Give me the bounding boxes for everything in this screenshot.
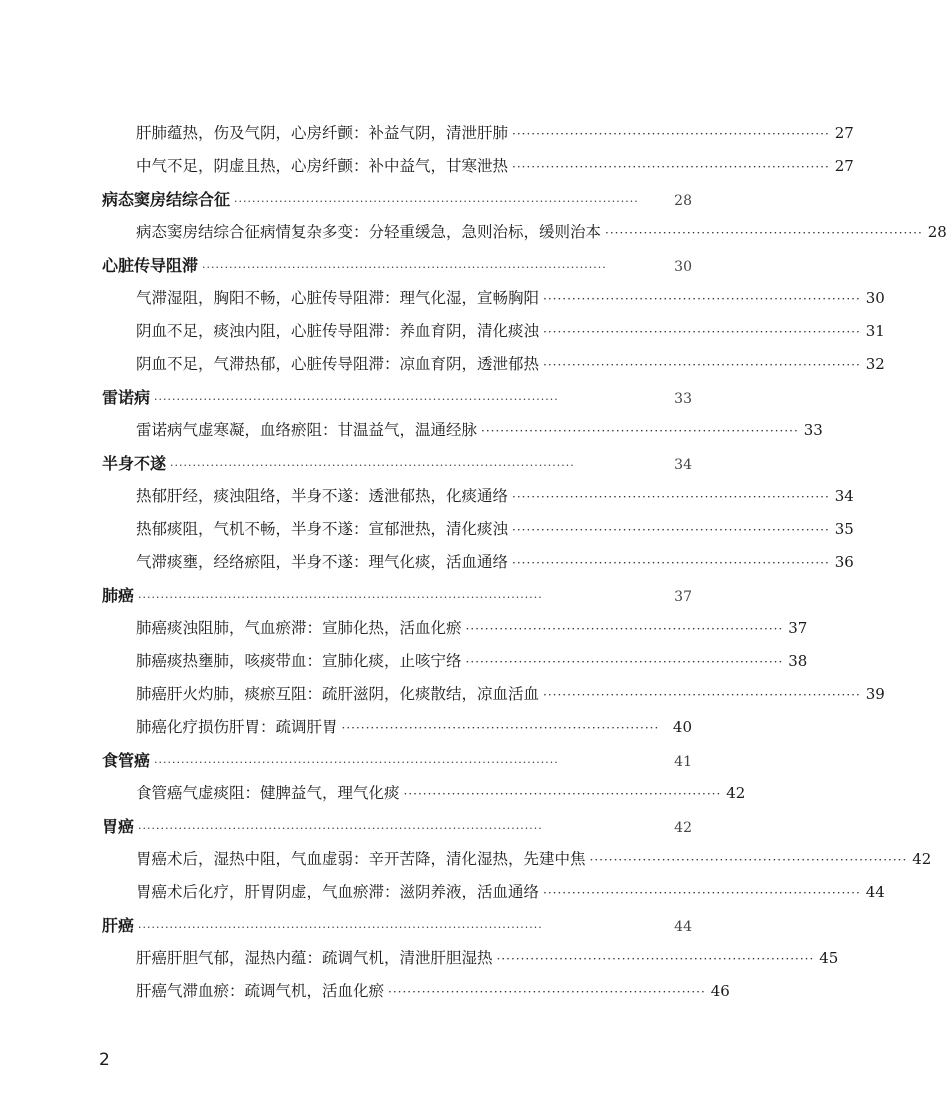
toc-entry-page: 34 xyxy=(834,487,854,505)
leader-dots: ·································································· xyxy=(543,358,861,372)
toc-section-heading[interactable] xyxy=(102,583,692,616)
toc-entry[interactable] xyxy=(102,484,854,517)
toc-entry-text: 热郁痰阻，气机不畅，半身不遂：宣郁泄热，清化痰浊 xyxy=(136,520,509,538)
toc-entry-text: 胃癌术后化疗，肝胃阴虚，气血瘀滞：滋阴养液，活血通络 xyxy=(136,883,540,901)
toc-group xyxy=(102,451,854,583)
toc-entry-page: 46 xyxy=(710,982,730,1000)
toc-section-heading[interactable] xyxy=(102,913,692,946)
toc-entry[interactable] xyxy=(102,946,839,979)
toc-entry-text: 肺癌痰浊阻肺，气血瘀滞：宣肺化热，活血化瘀 xyxy=(136,619,462,637)
leader-dots: ·································································· xyxy=(605,226,923,240)
toc-entry-page: 35 xyxy=(834,520,854,538)
toc-group xyxy=(102,187,947,253)
leader-dots: ·································································· xyxy=(543,886,861,900)
leader-dots: ·································································· xyxy=(543,688,861,702)
toc-entry-text: 阴血不足，气滞热郁，心脏传导阻滞：凉血育阴，透泄郁热 xyxy=(136,355,540,373)
toc-group xyxy=(102,385,823,451)
toc-entry-text: 肝癌气滞血瘀：疏调气机，活血化瘀 xyxy=(136,982,385,1000)
leader-dots: ·································································· xyxy=(543,325,861,339)
leader-dots: ·································································· xyxy=(496,952,815,966)
toc-entry-text: 气滞痰壅，经络瘀阻，半身不遂：理气化痰，活血通络 xyxy=(136,553,509,571)
toc-section-title: 雷诺病 xyxy=(102,388,151,407)
toc-section-page: 30 xyxy=(674,259,692,275)
leader-dots: ·································································· xyxy=(512,490,830,504)
toc-entry-text: 气滞湿阻，胸阳不畅，心脏传导阻滞：理气化湿，宣畅胸阳 xyxy=(136,289,540,307)
toc-entry-page: 40 xyxy=(672,718,692,736)
toc-entry-page: 28 xyxy=(927,223,947,241)
leader-dots: ·························································································· xyxy=(154,756,559,769)
toc-section-title: 肝癌 xyxy=(102,916,135,935)
leader-dots: ·························································································· xyxy=(138,591,543,604)
toc-section-page: 33 xyxy=(674,391,692,407)
toc-section-heading[interactable] xyxy=(102,748,692,781)
toc-entry[interactable] xyxy=(102,154,854,187)
leader-dots: ·································································· xyxy=(512,127,830,141)
leader-dots: ·························································································· xyxy=(234,195,639,208)
toc-section-page: 34 xyxy=(674,457,692,473)
toc-section-title: 心脏传导阻滞 xyxy=(102,256,199,275)
toc-entry-text: 肺癌化疗损伤肝胃：疏调肝胃 xyxy=(136,718,338,736)
page-number: 2 xyxy=(99,1050,110,1070)
toc-group xyxy=(102,748,746,814)
toc-entry-page: 42 xyxy=(726,784,746,802)
toc-entry-page: 38 xyxy=(788,652,808,670)
leader-dots: ·································································· xyxy=(481,424,799,438)
toc-entry-text: 肺癌痰热壅肺，咳痰带血：宣肺化痰，止咳宁络 xyxy=(136,652,462,670)
leader-dots: ·································································· xyxy=(512,523,830,537)
toc-entry[interactable] xyxy=(102,781,746,814)
toc-entry-text: 食管癌气虚痰阻：健脾益气，理气化痰 xyxy=(136,784,400,802)
toc-section-title: 半身不遂 xyxy=(102,454,167,473)
toc-entry[interactable] xyxy=(102,517,854,550)
toc-section-page: 44 xyxy=(674,919,692,935)
toc-entry[interactable] xyxy=(102,550,854,583)
toc-entry[interactable] xyxy=(102,418,823,451)
leader-dots: ·························································································· xyxy=(138,822,543,835)
toc-entry-page: 37 xyxy=(788,619,808,637)
toc-entry-text: 阴血不足，痰浊内阻，心脏传导阻滞：养血育阴，清化痰浊 xyxy=(136,322,540,340)
leader-dots: ·································································· xyxy=(543,292,861,306)
toc-entry-text: 热郁肝经，痰浊阻络，半身不遂：透泄郁热，化痰通络 xyxy=(136,487,509,505)
toc-entry[interactable] xyxy=(102,616,808,649)
toc-entry-text: 肝肺蕴热，伤及气阴，心房纤颤：补益气阴，清泄肝肺 xyxy=(136,124,509,142)
toc-entry-text: 中气不足，阴虚且热，心房纤颤：补中益气，甘寒泄热 xyxy=(136,157,509,175)
toc-entry[interactable] xyxy=(102,847,932,880)
toc-entry-page: 27 xyxy=(834,124,854,142)
toc-section-heading[interactable] xyxy=(102,814,692,847)
toc-entry-page: 44 xyxy=(865,883,885,901)
toc-entry[interactable] xyxy=(102,352,885,385)
toc-group xyxy=(102,253,885,385)
toc-group xyxy=(102,814,932,913)
toc-section-page: 28 xyxy=(674,193,692,209)
leader-dots: ·································································· xyxy=(512,556,830,570)
toc-section-heading[interactable] xyxy=(102,253,692,286)
toc-entry-page: 31 xyxy=(865,322,885,340)
toc-entry[interactable] xyxy=(102,220,947,253)
toc-entry-text: 肝癌肝胆气郁，湿热内蕴：疏调气机，清泄肝胆湿热 xyxy=(136,949,493,967)
toc-group xyxy=(102,913,839,1012)
leader-dots: ·································································· xyxy=(403,787,722,801)
toc-section-heading[interactable] xyxy=(102,385,692,418)
toc-entry-page: 33 xyxy=(803,421,823,439)
toc-section-title: 食管癌 xyxy=(102,751,151,770)
leader-dots: ·································································· xyxy=(465,655,784,669)
toc-entry-text: 病态窦房结综合征病情复杂多变：分轻重缓急，急则治标，缓则治本 xyxy=(136,223,602,241)
toc-group xyxy=(102,583,885,748)
toc-section-title: 胃癌 xyxy=(102,817,135,836)
toc-entry-page: 39 xyxy=(865,685,885,703)
toc-entry[interactable] xyxy=(102,121,854,154)
toc-entry-page: 27 xyxy=(834,157,854,175)
toc-entry[interactable] xyxy=(102,880,885,913)
toc-entry[interactable] xyxy=(102,649,808,682)
toc-entry-text: 胃癌术后，湿热中阻，气血虚弱：辛开苦降，清化湿热，先建中焦 xyxy=(136,850,586,868)
toc-section-heading[interactable] xyxy=(102,187,692,220)
toc-group-continued xyxy=(102,121,854,187)
toc-section-title: 病态窦房结综合征 xyxy=(102,190,231,209)
leader-dots: ·································································· xyxy=(341,721,660,735)
toc-entry-text: 雷诺病气虚寒凝，血络瘀阻：甘温益气，温通经脉 xyxy=(136,421,478,439)
toc-section-title: 肺癌 xyxy=(102,586,135,605)
toc-entry-page: 30 xyxy=(865,289,885,307)
leader-dots: ·································································· xyxy=(589,853,908,867)
toc-entry[interactable] xyxy=(102,286,885,319)
toc-section-page: 42 xyxy=(674,820,692,836)
table-of-contents xyxy=(102,120,947,1012)
leader-dots: ·························································································· xyxy=(154,393,559,406)
toc-entry-page: 42 xyxy=(912,850,932,868)
leader-dots: ·································································· xyxy=(465,622,784,636)
toc-entry-page: 32 xyxy=(865,355,885,373)
toc-entry[interactable] xyxy=(102,319,885,352)
toc-section-heading[interactable] xyxy=(102,451,692,484)
leader-dots: ·································································· xyxy=(512,160,830,174)
leader-dots: ·························································································· xyxy=(170,459,575,472)
toc-entry-page: 36 xyxy=(834,553,854,571)
toc-entry-text: 肺癌肝火灼肺，痰瘀互阻：疏肝滋阴，化痰散结，凉血活血 xyxy=(136,685,540,703)
leader-dots: ·································································· xyxy=(388,985,706,999)
toc-entry[interactable] xyxy=(102,682,885,715)
toc-entry[interactable] xyxy=(102,979,730,1012)
toc-section-page: 37 xyxy=(674,589,692,605)
leader-dots: ·························································································· xyxy=(138,921,543,934)
toc-entry[interactable] xyxy=(102,715,692,748)
leader-dots: ·························································································· xyxy=(202,261,607,274)
toc-section-page: 41 xyxy=(674,754,692,770)
toc-entry-page: 45 xyxy=(819,949,839,967)
